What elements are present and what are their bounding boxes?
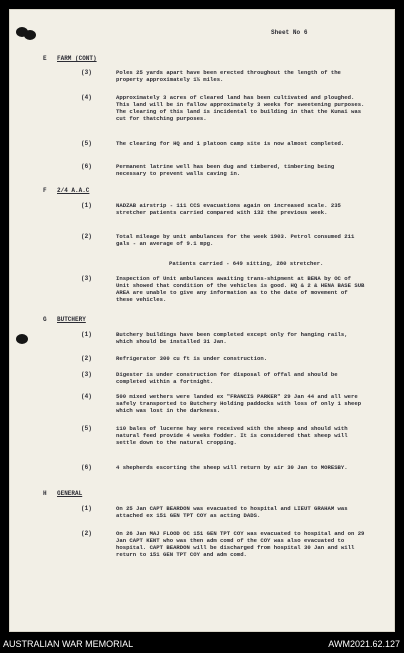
item-text: 500 mixed wethers were landed ex "FRANCIS PARKER" 29 Jan 44 and all were safely transported to Butchery Holding paddocks with loss of only 1 sheep which was lost in the darkness. bbox=[116, 393, 362, 415]
item-number: (1) bbox=[81, 331, 92, 338]
item-text: Poles 25 yards apart have been erected throughout the length of the property approximately 1½ miles. bbox=[116, 69, 341, 84]
archive-name: AUSTRALIAN WAR MEMORIAL bbox=[3, 639, 134, 649]
item-number: (3) bbox=[81, 69, 92, 76]
section-letter: F bbox=[43, 187, 47, 194]
item-number: (5) bbox=[81, 425, 92, 432]
item-number: (1) bbox=[81, 202, 92, 209]
item-text: On 25 Jan CAPT BEARDON was evacuated to hospital and LIEUT GRAHAM was attached ex 151 GEN TPT COY as acting DADS. bbox=[116, 505, 348, 520]
item-text: NADZAB airstrip - 111 CCS evacuations again on increased scale. 235 stretcher patients carried compared with 132 the previous week. bbox=[116, 202, 341, 217]
section-letter: E bbox=[43, 55, 47, 62]
section-heading bbox=[43, 316, 86, 324]
section-heading bbox=[43, 490, 82, 498]
punch-hole bbox=[16, 334, 28, 344]
item-text: Refrigerator 300 cu ft is under construction. bbox=[116, 355, 268, 362]
archive-reference: AWM2021.62.127 bbox=[328, 639, 400, 649]
item-number: (5) bbox=[81, 140, 92, 147]
item-number: (4) bbox=[81, 94, 92, 101]
section-title: BUTCHERY bbox=[57, 316, 86, 323]
sheet-number: Sheet No 6 bbox=[271, 29, 308, 36]
item-text: On 26 Jan MAJ FLOOD OC 151 GEN TPT COY was evacuated to hospital and on 29 Jan CAPT KENT who was then adm comd of the COY was also evacuated to hospital. CAPT BEARDON will be discharged from hospital 30 Jan and will return to 151 GEN TPT COY and adm comd. bbox=[116, 530, 365, 559]
item-number: (3) bbox=[81, 275, 92, 282]
document-sheet bbox=[9, 9, 395, 632]
section-heading bbox=[43, 187, 89, 195]
item-number: (1) bbox=[81, 505, 92, 512]
item-number: (6) bbox=[81, 163, 92, 170]
item-text: Inspection of Unit ambulances awaiting trans-shipment at BENA by OC of Unit showed that condition of the vehicles is good. HQ & 2 & HENA BASE SUB AREA are unable to give any information as to the date of movement of these vehicles. bbox=[116, 275, 365, 304]
section-title: 2/4 A.A.C bbox=[57, 187, 90, 194]
item-number: (4) bbox=[81, 393, 92, 400]
item-number: (2) bbox=[81, 233, 92, 240]
item-text: Permanent latrine well has been dug and timbered, timbering being necessary to prevent walls caving in. bbox=[116, 163, 335, 178]
section-letter: G bbox=[43, 316, 47, 323]
item-number: (2) bbox=[81, 530, 92, 537]
item-text: Butchery buildings have been completed except only for hanging rails, which should be installed 31 Jan. bbox=[116, 331, 348, 346]
item-text: Digester is under construction for disposal of offal and should be completed within a fortnight. bbox=[116, 371, 338, 386]
item-number: (6) bbox=[81, 464, 92, 471]
section-title: FARM (CONT) bbox=[57, 55, 97, 62]
item-text: 110 bales of lucerne hay were received with the sheep and should with natural feed provide 4 weeks fodder. It is considered that sheep will settle down to the natural cropping. bbox=[116, 425, 348, 447]
item-text: Approximately 3 acres of cleared land has been cultivated and ploughed. This land will be in fallow approximately 3 weeks for sweetening purposes. The clearing of this land is incidental to building in that the Kunai was cut for thatching purposes. bbox=[116, 94, 365, 123]
item-text: 4 shepherds escorting the sheep will return by air 30 Jan to MORESBY. bbox=[116, 464, 348, 471]
patients-carried-line: Patients carried - 649 sitting, 280 stretcher. bbox=[169, 260, 324, 267]
section-heading bbox=[43, 55, 97, 63]
punch-hole bbox=[24, 30, 36, 40]
item-text: Total mileage by unit ambulances for the week 1903. Petrol consumed 211 gals - an average of 9.1 mpg. bbox=[116, 233, 355, 248]
archive-footer bbox=[0, 637, 404, 653]
item-number: (2) bbox=[81, 355, 92, 362]
item-text: The clearing for HQ and 1 platoon camp site is now almost completed. bbox=[116, 140, 345, 147]
item-number: (3) bbox=[81, 371, 92, 378]
section-letter: H bbox=[43, 490, 47, 497]
section-title: GENERAL bbox=[57, 490, 83, 497]
